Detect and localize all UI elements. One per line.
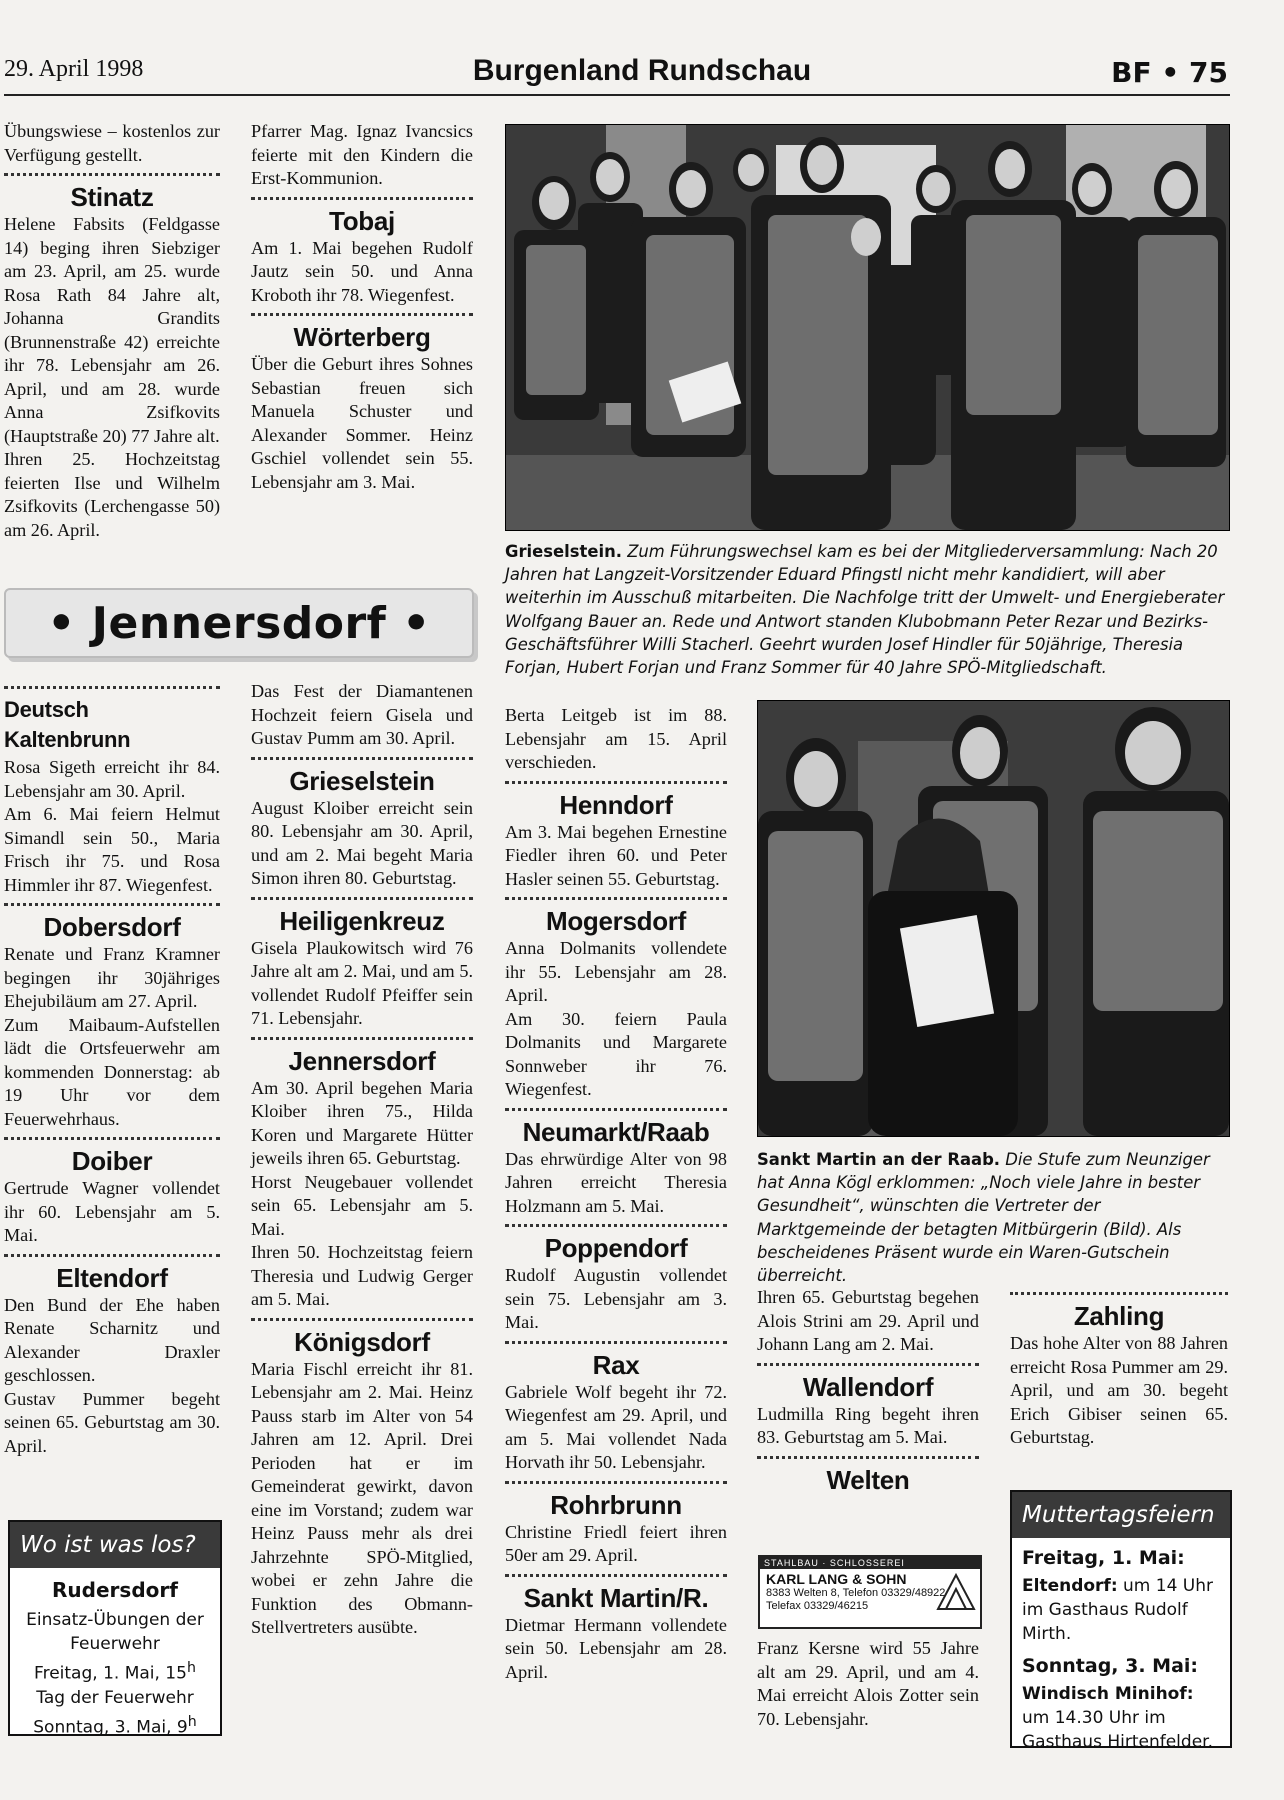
divider: [505, 1341, 727, 1344]
jennersdorf-column-2: [251, 680, 473, 1640]
heading-heiligenkreuz: Heiligenkreuz: [279, 905, 445, 936]
events-line-3: Tag der Feuerwehr: [36, 1687, 194, 1708]
advert-top: STAHLBAU · SCHLOSSEREI: [760, 1557, 980, 1569]
divider: [251, 1037, 473, 1040]
jenn-text-3: Ihren 50. Hochzeitstag feiern Theresia und Ludwig Gerger am 5. Mai.: [251, 1242, 473, 1309]
heil-text: Gisela Plaukowitsch wird 76 Jahre alt am 2. Mai, und am 5. vollendet Rudolf Pfeiffer sein 71. Lebensjahr.: [251, 937, 473, 1028]
jennersdorf-column-4: [757, 1286, 979, 1496]
rohr-text: Christine Friedl feiert ihren 50er am 29. April.: [505, 1521, 727, 1565]
heading-stinatz: Stinatz: [70, 182, 154, 212]
events-box-body: [10, 1568, 220, 1747]
sm-text: Dietmar Hermann vollendete sein 50. Lebensjahr am 28. April.: [505, 1614, 727, 1682]
koen-text: Maria Fischl erreicht ihr 81. Lebensjahr am 2. Mai. Heinz Pauss starb im Alter von 54 Jahren am 12. April. Drei Perioden hat er im Gemeinderat gewirkt, davon eine im Vorstand; zudem war Heinz Pauss mehr als drei Jahrzehnte SPÖ-Mitglied, wobei er zehn Jahre die Funktion des Obmann-Stellvertreters ausübte.: [251, 1358, 473, 1637]
muttertag-box: [1010, 1490, 1232, 1752]
heading-dobersdorf: Dobersdorf: [43, 912, 181, 942]
tobaj-column: [251, 120, 473, 494]
heading-koenigsdorf: Königsdorf: [294, 1326, 430, 1357]
muttertag-box-head: Muttertagsfeiern: [1012, 1492, 1230, 1538]
caption-sankt-martin: [757, 1148, 1228, 1287]
advert-line-1: 8383 Welten 8, Telefon 03329/48922: [766, 1587, 946, 1599]
section-banner-jennersdorf: [4, 588, 474, 658]
divider: [251, 197, 473, 200]
caption-place: Sankt Martin an der Raab.: [757, 1150, 1001, 1169]
dk-text-1: Rosa Sigeth erreicht ihr 84. Lebensjahr am 30. April.: [4, 757, 220, 801]
muttertag-date-1: Freitag, 1. Mai:: [1022, 1547, 1185, 1569]
events-line-4-sup: h: [187, 1713, 197, 1730]
issue-date: 29. April 1998: [4, 56, 144, 82]
caption-text: Zum Führungswechsel kam es bei der Mitgliederversammlung: Nach 20 Jahren hat Langzeit-Vorsitzender Eduard Pfingstl nicht mehr kandidiert, will aber weiterhin im Ausschuß mitarbeiten. Die Nachfolge tritt der Umwelt- und Energieberater Wolfgang Bauer an. Rede und Antwort standen Klubobmann Peter Rezar und Bezirks-Geschäftsführer Willi Stacherl. Geehrt wurden Josef Hindler für 50jährige, Theresia Forjan, Hubert Forjan und Franz Sommer für 40 Jahre SPÖ-Mitgliedschaft.: [505, 542, 1225, 678]
heading-tobaj: Tobaj: [329, 205, 395, 236]
advert-logo-icon: [936, 1571, 976, 1611]
jcol4-intro: Ihren 65. Geburtstag begehen Alois Strini am 29. April und Johann Lang am 2. Mai.: [757, 1287, 979, 1354]
jenn-text-1: Am 30. April begehen Maria Kloiber ihren 75., Hilda Koren und Margarete Hütter jeweils ihren 65. Geburtstag.: [251, 1077, 473, 1168]
events-line-2: Freitag, 1. Mai, 15: [34, 1663, 187, 1684]
banner-label: • Jennersdorf •: [47, 597, 431, 649]
rax-text: Gabriele Wolf begeht ihr 72. Wiegenfest am 29. April, und am 5. Mai vollendet Nada Horvath ihr 50. Lebensjahr.: [505, 1381, 727, 1472]
stinatz-text: Helene Fabsits (Feldgasse 14) beging ihren Siebziger am 23. April, am 25. wurde Rosa Rath 84 Jahre alt, Johanna Grandits (Brunnenstraße 42) erreichte ihr 78. Lebensjahr am 26. April, und am 28. wurde Anna Zsifkovits (Hauptstraße 20) 77 Jahre alt.: [4, 214, 220, 446]
heading-jennersdorf: Jennersdorf: [288, 1045, 436, 1076]
elt-text-1: Den Bund der Ehe haben Renate Scharnitz und Alexander Draxler geschlossen.: [4, 1294, 220, 1385]
dob-text-1: Renate und Franz Kramner begingen ihr 30jähriges Ehejubiläum am 27. April.: [4, 944, 220, 1011]
doiber-text: Gertrude Wagner vollendet ihr 60. Lebensjahr am 5. Mai.: [4, 1178, 220, 1245]
heading-poppendorf: Poppendorf: [544, 1233, 688, 1263]
muttertag-place-2: Windisch Minihof:: [1022, 1684, 1194, 1704]
heading-rohrbrunn: Rohrbrunn: [550, 1489, 682, 1520]
henn-text: Am 3. Mai begehen Ernestine Fiedler ihren 60. und Peter Hasler seinen 55. Geburtstag.: [505, 821, 727, 889]
header-rule: [4, 94, 1230, 96]
heading-doiber: Doiber: [71, 1146, 153, 1176]
divider: [251, 1318, 473, 1321]
caption-grieselstein: [505, 540, 1228, 679]
jenn-text-2: Horst Neugebauer vollendet sein 65. Lebensjahr am 5. Mai.: [251, 1171, 473, 1239]
photo-sankt-martin: [757, 700, 1230, 1137]
advert-karl-lang: [758, 1555, 982, 1629]
heading-grieselstein: Grieselstein: [289, 765, 435, 796]
welten-text: Franz Kersne wird 55 Jahre alt am 29. April, und am 4. Mai erreicht Alois Zotter sein 70. Lebensjahr.: [757, 1638, 979, 1729]
heading-eltendorf: Eltendorf: [56, 1262, 168, 1293]
divider: [505, 1224, 727, 1227]
heading-welten: Welten: [826, 1464, 910, 1495]
divider: [757, 1363, 979, 1366]
muttertag-date-2: Sonntag, 3. Mai:: [1022, 1655, 1199, 1677]
events-line-2-sup: h: [186, 1660, 196, 1676]
neu-text: Das ehrwürdige Alter von 98 Jahren erreicht Theresia Holzmann am 5. Mai.: [505, 1148, 727, 1216]
stinatz-column: [4, 120, 220, 542]
wall-text: Ludmilla Ring begeht ihren 83. Geburtstag am 5. Mai.: [757, 1403, 979, 1447]
newspaper-title: Burgenland Rundschau: [472, 54, 812, 87]
gries-text: August Kloiber erreicht sein 80. Lebensjahr am 30. April, und am 2. Mai begeht Maria Simon ihren 80. Geburtstag.: [251, 797, 473, 888]
advert-line-2: Telefax 03329/46215: [766, 1600, 869, 1612]
events-line-1: Einsatz-Übungen der Feuerwehr: [26, 1610, 204, 1654]
divider: [505, 781, 727, 784]
muttertag-place-1: Eltendorf:: [1022, 1576, 1118, 1596]
heading-neumarkt-raab: Neumarkt/Raab: [522, 1116, 710, 1147]
heading-zahling: Zahling: [1073, 1301, 1165, 1331]
divider: [4, 1254, 220, 1257]
caption-text: Die Stufe zum Neunziger hat Anna Kögl erklommen: „Noch viele Jahre in bester Gesundheit“, wünschten die Vertreter der Marktgemeinde der betagten Mitbürgerin (Bild). Als bescheidenes Präsent wurde ein Waren-Gutschein überreicht.: [757, 1150, 1210, 1286]
events-line-4: Sonntag, 3. Mai, 9: [33, 1717, 188, 1738]
page-number: BF • 75: [1111, 56, 1228, 89]
dob-text-2: Zum Maibaum-Aufstellen lädt die Ortsfeuerwehr am kommenden Donnerstag: ab 19 Uhr vor dem Feuerwehrhaus.: [4, 1014, 220, 1129]
stinatz-text-2: Ihren 25. Hochzeitstag feierten Ilse und Wilhelm Zsifkovits (Lerchengasse 50) am 26. April.: [4, 449, 220, 540]
divider: [757, 1456, 979, 1459]
heading-mogersdorf: Mogersdorf: [545, 906, 686, 936]
divider: [251, 897, 473, 900]
divider: [1010, 1292, 1228, 1295]
advert-name: KARL LANG & SOHN: [766, 1571, 907, 1587]
pop-text: Rudolf Augustin vollendet sein 75. Lebensjahr am 3. Mai.: [505, 1265, 727, 1332]
divider: [4, 173, 220, 176]
caption-place: Grieselstein.: [505, 542, 622, 561]
divider: [251, 757, 473, 760]
muttertag-box-body: [1012, 1538, 1230, 1762]
heading-woerterberg: Wörterberg: [293, 322, 431, 352]
welten-column: [757, 1637, 979, 1731]
mog-text-2: Am 30. feiern Paula Dolmanits und Margarete Sonnweber ihr 76. Wiegenfest.: [505, 1008, 727, 1099]
zahl-text: Das hohe Alter von 88 Jahren erreicht Rosa Pummer am 29. April, und am 30. begeht Erich Gibiser seinen 65. Geburtstag.: [1010, 1333, 1228, 1447]
elt-text-2: Gustav Pummer begeht seinen 65. Geburtstag am 30. April.: [4, 1388, 220, 1456]
tobaj-text: Am 1. Mai begehen Rudolf Jautz sein 50. und Anna Kroboth ihr 78. Wiegenfest.: [251, 237, 473, 305]
divider: [251, 313, 473, 316]
divider: [4, 903, 220, 906]
jennersdorf-column-3: [505, 704, 727, 1684]
divider: [505, 1574, 727, 1577]
jcol3-intro: Berta Leitgeb ist im 88. Lebensjahr am 15. April verschieden.: [505, 705, 727, 772]
jennersdorf-column-5: [1010, 1286, 1228, 1450]
events-box: [8, 1520, 222, 1736]
divider: [4, 1137, 220, 1140]
heading-rax: Rax: [592, 1349, 640, 1380]
woerterberg-text: Über die Geburt ihres Sohnes Sebastian freuen sich Manuela Schuster und Alexander Sommer. Heinz Gschiel vollendet sein 55. Lebensjahr am 3. Mai.: [251, 354, 473, 492]
dk-text-2: Am 6. Mai feiern Helmut Simandl sein 50., Maria Frisch ihr 75. und Rosa Himmler ihr 87. Wiegenfest.: [4, 804, 220, 895]
jcol2-intro: Das Fest der Diamantenen Hochzeit feiern Gisela und Gustav Pumm am 30. April.: [251, 681, 473, 748]
events-box-head: Wo ist was los?: [10, 1522, 220, 1568]
divider: [505, 1481, 727, 1484]
col1-intro: Übungswiese – kostenlos zur Verfügung gestellt.: [4, 121, 220, 165]
events-place: Rudersdorf: [52, 1578, 178, 1602]
muttertag-text-1: um 14 Uhr im Gasthaus Rudolf Mirth.: [1022, 1576, 1214, 1644]
jennersdorf-column-1: [4, 680, 220, 1458]
mog-text-1: Anna Dolmanits vollendete ihr 55. Lebensjahr am 28. April.: [505, 938, 727, 1005]
heading-deutsch-kaltenbrunn: Deutsch Kaltenbrunn: [4, 697, 131, 752]
heading-sankt-martin: Sankt Martin/R.: [523, 1582, 709, 1613]
muttertag-text-2: um 14.30 Uhr im Gasthaus Hirtenfelder.: [1022, 1708, 1213, 1752]
divider: [505, 1108, 727, 1111]
col2-intro: Pfarrer Mag. Ignaz Ivancsics feierte mit den Kindern die Erst-Kommunion.: [251, 121, 473, 188]
group-photo-grieselstein: [505, 124, 1230, 531]
heading-wallendorf: Wallendorf: [802, 1371, 934, 1402]
divider: [4, 686, 220, 689]
divider: [505, 897, 727, 900]
heading-henndorf: Henndorf: [559, 789, 673, 820]
